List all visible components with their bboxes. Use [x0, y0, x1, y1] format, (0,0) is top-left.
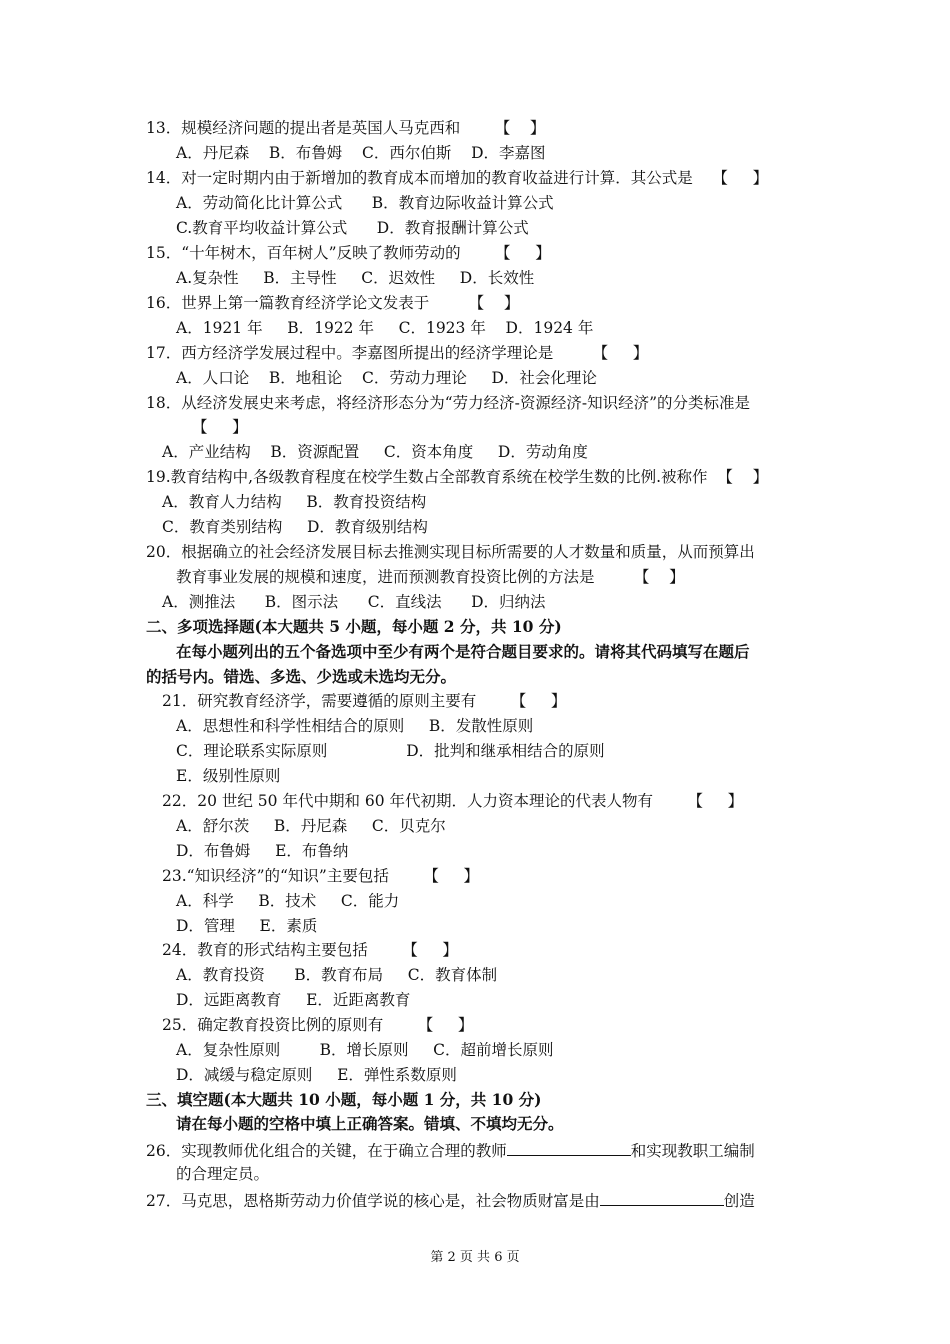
text-line: 16．世界上第一篇教育经济学论文发表于 【 】 [146, 294, 520, 312]
text-line: A．1921 年 B．1922 年 C．1923 年 D．1924 年 [176, 319, 594, 337]
text-line: C．教育类别结构 D．教育级别结构 [162, 518, 428, 536]
text-line: A．测推法 B．图示法 C．直线法 D．归纳法 [162, 593, 546, 611]
text-line: C．理论联系实际原则 D．批判和继承相结合的原则 [176, 742, 605, 760]
fill-in-text-after: 和实现教职工编制 [630, 1142, 755, 1160]
fill-in-line [146, 1139, 755, 1161]
text-line: C.教育平均收益计算公式 D．教育报酬计算公式 [176, 219, 529, 237]
text-line: A．人口论 B．地租论 C．劳动力理论 D．社会化理论 [176, 369, 597, 387]
text-line: 21．研究教育经济学，需要遵循的原则主要有 【 】 [162, 692, 567, 710]
text-line: 在每小题列出的五个备选项中至少有两个是符合题目要求的。请将其代码填写在题后 [176, 642, 750, 661]
text-line: A．教育投资 B．教育布局 C．教育体制 [176, 966, 498, 984]
text-line: E．级别性原则 [176, 767, 281, 785]
text-line: A．产业结构 B．资源配置 C．资本角度 D．劳动角度 [162, 443, 588, 461]
fill-in-text-before: 27．马克思，恩格斯劳动力价值学说的核心是，社会物质财富是由 [146, 1192, 600, 1210]
page-footer: 第 2 页 共 6 页 [430, 1250, 520, 1265]
text-line: 25．确定教育投资比例的原则有 【 】 [162, 1016, 474, 1034]
text-line: 15．“十年树木，百年树人”反映了教师劳动的 【 】 [146, 244, 551, 262]
text-line: 20．根据确立的社会经济发展目标去推测实现目标所需要的人才数量和质量，从而预算出 [146, 543, 755, 561]
text-line: A．劳动简化比计算公式 B．教育边际收益计算公式 [176, 194, 554, 212]
text-line: D．管理 E．素质 [176, 917, 318, 935]
answer-blank[interactable] [507, 1139, 631, 1156]
text-line: A．舒尔茨 B．丹尼森 C．贝克尔 [176, 817, 446, 835]
text-line: 三、填空题(本大题共 10 小题，每小题 1 分，共 10 分) [146, 1090, 542, 1109]
text-line: 13．规模经济问题的提出者是英国人马克西和 【 】 [146, 119, 546, 137]
text-line: 教育事业发展的规模和速度，进而预测教育投资比例的方法是 【 】 [176, 568, 685, 586]
text-line: 【 】 [192, 418, 248, 436]
text-line: 14．对一定时期内由于新增加的教育成本而增加的教育收益进行计算．其公式是 【 】 [146, 169, 769, 187]
text-line: 二、多项选择题(本大题共 5 小题，每小题 2 分，共 10 分) [146, 617, 562, 636]
text-line: 18．从经济发展史来考虑，将经济形态分为“劳力经济-资源经济-知识经济”的分类标准是 [146, 394, 751, 412]
text-line: 19.教育结构中,各级教育程度在校学生数占全部教育系统在校学生数的比例.被称作 【 】 [146, 468, 769, 486]
fill-in-text-before: 26．实现教师优化组合的关键，在于确立合理的教师 [146, 1142, 507, 1160]
text-line: D．远距离教育 E．近距离教育 [176, 991, 411, 1009]
text-line: D．布鲁姆 E．布鲁纳 [176, 842, 349, 860]
text-line: 24．教育的形式结构主要包括 【 】 [162, 941, 458, 959]
text-line: A．复杂性原则 B．增长原则 C．超前增长原则 [176, 1041, 554, 1059]
text-line: A．思想性和科学性相结合的原则 B．发散性原则 [176, 717, 534, 735]
text-line: 23.“知识经济”的“知识”主要包括 【 】 [162, 867, 479, 885]
fill-in-text-after: 创造 [723, 1192, 755, 1210]
text-line: A.复杂性 B．主导性 C．迟效性 D．长效性 [176, 269, 535, 287]
text-line: 请在每小题的空格中填上正确答案。错填、不填均无分。 [176, 1114, 564, 1133]
text-line: 22．20 世纪 50 年代中期和 60 年代初期．人力资本理论的代表人物有 【 】 [162, 792, 744, 810]
answer-blank[interactable] [600, 1189, 724, 1206]
text-line: A．科学 B．技术 C．能力 [176, 892, 400, 910]
fill-in-line [176, 1164, 269, 1184]
fill-in-text-before: 的合理定员。 [176, 1165, 270, 1183]
text-line: 的括号内。错选、多选、少选或未选均无分。 [146, 667, 457, 686]
text-line: 17．西方经济学发展过程中。李嘉图所提出的经济学理论是 【 】 [146, 344, 649, 362]
fill-in-line [146, 1189, 755, 1211]
text-line: A．丹尼森 B．布鲁姆 C．西尔伯斯 D．李嘉图 [176, 144, 546, 162]
text-line: A．教育人力结构 B．教育投资结构 [162, 493, 427, 511]
text-line: D．减缓与稳定原则 E．弹性系数原则 [176, 1066, 457, 1084]
